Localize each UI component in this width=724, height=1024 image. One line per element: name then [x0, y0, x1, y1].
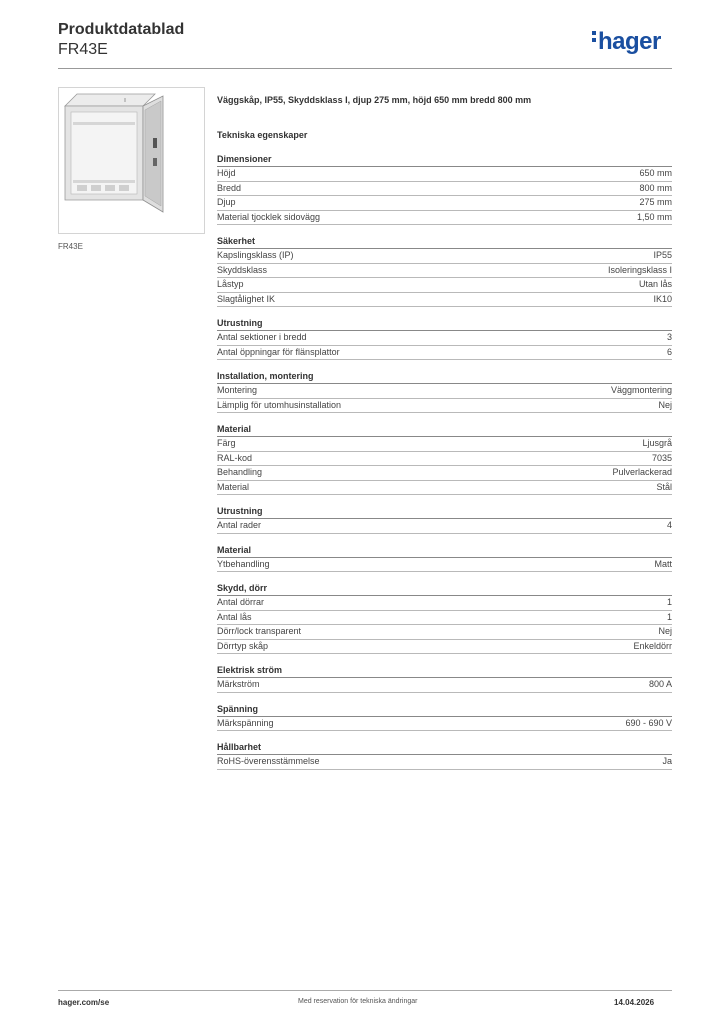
spec-section — [217, 423, 672, 495]
spec-label: RoHS-överensstämmelse — [217, 756, 320, 766]
spec-row — [217, 481, 672, 496]
section-title: Installation, montering — [217, 370, 672, 384]
header-divider — [58, 68, 672, 69]
spec-row — [217, 519, 672, 534]
spec-row — [217, 293, 672, 308]
spec-value: 1,50 mm — [636, 211, 672, 222]
logo-dots-icon — [592, 31, 597, 45]
spec-value: 690 - 690 V — [625, 717, 672, 728]
spec-section — [217, 544, 672, 573]
spec-section — [217, 703, 672, 732]
spec-value: 7035 — [651, 452, 672, 463]
spec-label: Låstyp — [217, 279, 244, 289]
product-description: Väggskåp, IP55, Skyddsklass I, djup 275 mm, höjd 650 mm bredd 800 mm — [217, 95, 532, 105]
section-title: Utrustning — [217, 505, 672, 519]
spec-row — [217, 196, 672, 211]
spec-value: IK10 — [653, 293, 672, 304]
spec-value: Nej — [658, 626, 672, 636]
spec-value: 650 mm — [639, 168, 672, 178]
spec-section — [217, 582, 672, 654]
section-title: Dimensioner — [217, 153, 672, 167]
spec-row — [217, 452, 672, 467]
spec-value: 800 A — [648, 679, 672, 689]
spec-value: 4 — [666, 520, 672, 530]
spec-label: Antal rader — [217, 520, 262, 530]
hager-logo — [592, 28, 661, 56]
logo-text: hager — [598, 28, 661, 55]
spec-row — [217, 678, 672, 693]
spec-value: 6 — [666, 346, 672, 357]
spec-value: Nej — [658, 399, 672, 410]
spec-value: Utan lås — [638, 279, 672, 289]
spec-label: Behandling — [217, 467, 263, 477]
spec-value: 1 — [666, 611, 672, 622]
spec-section — [217, 317, 672, 360]
spec-section-list — [217, 153, 672, 770]
spec-value: IP55 — [653, 250, 672, 260]
spec-label: RAL-kod — [217, 452, 253, 463]
spec-row — [217, 384, 672, 399]
spec-label: Material — [217, 481, 250, 492]
product-image — [58, 87, 205, 234]
spec-label: Lämplig för utomhusinstallation — [217, 399, 342, 410]
spec-section — [217, 153, 672, 225]
spec-row — [217, 399, 672, 414]
section-title: Skydd, dörr — [217, 582, 672, 596]
footer-disclaimer: Med reservation för tekniska ändringar — [298, 998, 418, 1005]
spec-label: Märkström — [217, 679, 260, 689]
spec-section — [217, 235, 672, 307]
spec-label: Slagtålighet IK — [217, 293, 276, 304]
section-title: Utrustning — [217, 317, 672, 331]
spec-value: 800 mm — [639, 182, 672, 193]
spec-label: Material tjocklek sidovägg — [217, 211, 321, 222]
section-title: Material — [217, 423, 672, 437]
section-title: Material — [217, 544, 672, 558]
spec-row — [217, 558, 672, 573]
spec-label: Djup — [217, 197, 236, 207]
spec-row — [217, 625, 672, 640]
spec-value: Ljusgrå — [642, 438, 672, 448]
section-title: Spänning — [217, 703, 672, 717]
spec-value: 3 — [666, 332, 672, 342]
footer-divider — [58, 990, 672, 991]
spec-row — [217, 717, 672, 732]
spec-section — [217, 505, 672, 534]
spec-row — [217, 182, 672, 197]
product-code: FR43E — [58, 41, 108, 58]
spec-value: Matt — [654, 558, 672, 569]
spec-label: Bredd — [217, 182, 242, 193]
spec-label: Höjd — [217, 168, 236, 178]
spec-section — [217, 370, 672, 413]
spec-row — [217, 437, 672, 452]
spec-label: Färg — [217, 438, 236, 448]
image-caption: FR43E — [58, 242, 83, 251]
spec-row — [217, 755, 672, 770]
spec-section — [217, 664, 672, 693]
spec-label: Dörrtyp skåp — [217, 640, 269, 651]
spec-row — [217, 466, 672, 481]
page-header — [58, 20, 184, 60]
spec-row — [217, 278, 672, 293]
spec-value: Enkeldörr — [633, 640, 672, 651]
spec-label: Antal sektioner i bredd — [217, 332, 307, 342]
spec-row — [217, 611, 672, 626]
spec-row — [217, 346, 672, 361]
section-title: Hållbarhet — [217, 741, 672, 755]
spec-row — [217, 167, 672, 182]
spec-label: Dörr/lock transparent — [217, 626, 302, 636]
spec-value: 1 — [666, 597, 672, 607]
spec-row — [217, 249, 672, 264]
spec-row — [217, 264, 672, 279]
footer-website[interactable]: hager.com/se — [58, 998, 110, 1007]
spec-value: Stål — [656, 481, 672, 492]
spec-label: Skyddsklass — [217, 264, 268, 275]
spec-row — [217, 211, 672, 226]
tech-heading: Tekniska egenskaper — [217, 130, 308, 140]
spec-section — [217, 741, 672, 770]
spec-label: Antal öppningar för flänsplattor — [217, 346, 340, 357]
spec-label: Antal dörrar — [217, 597, 265, 607]
spec-value: 275 mm — [639, 197, 672, 207]
spec-label: Montering — [217, 385, 258, 395]
spec-label: Antal lås — [217, 611, 252, 622]
wall-cabinet-icon — [59, 88, 204, 233]
section-title: Säkerhet — [217, 235, 672, 249]
spec-label: Märkspänning — [217, 717, 274, 728]
spec-value: Isoleringsklass I — [607, 264, 672, 275]
spec-row — [217, 331, 672, 346]
footer-date: 14.04.2026 — [614, 998, 655, 1007]
spec-label: Ytbehandling — [217, 558, 270, 569]
spec-row — [217, 596, 672, 611]
spec-row — [217, 640, 672, 655]
page-title: Produktdatablad — [58, 21, 185, 38]
product-specs — [217, 93, 672, 780]
spec-value: Väggmontering — [610, 385, 672, 395]
section-title: Elektrisk ström — [217, 664, 672, 678]
spec-value: Pulverlackerad — [612, 467, 672, 477]
spec-label: Kapslingsklass (IP) — [217, 250, 294, 260]
spec-value: Ja — [662, 756, 672, 766]
